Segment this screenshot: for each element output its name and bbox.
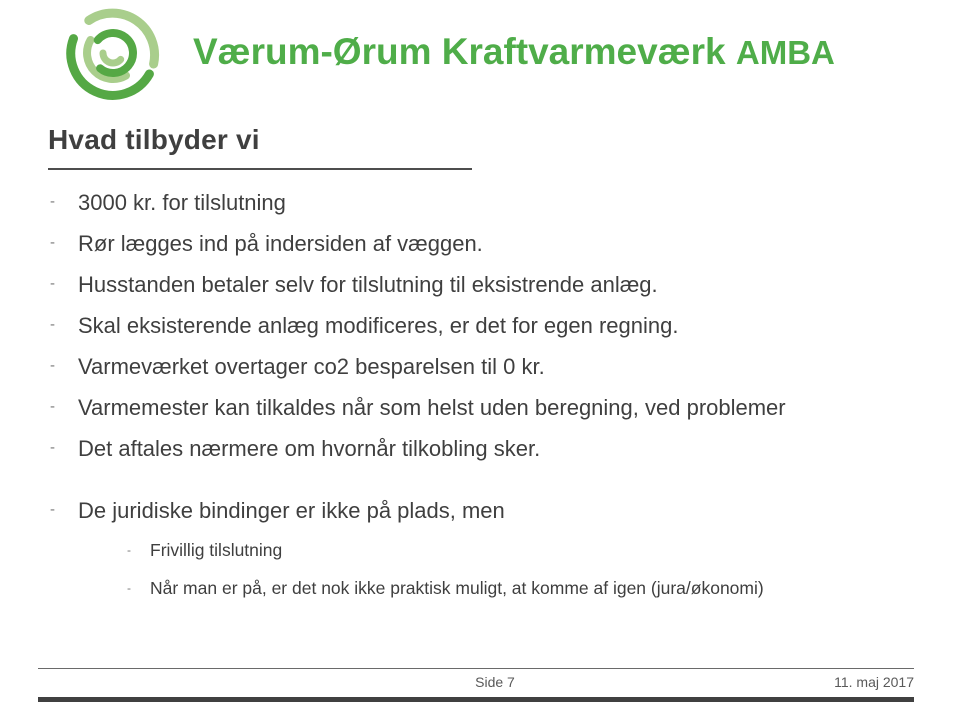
bullet-text: De juridiske bindinger er ikke på plads, men (78, 498, 505, 523)
bullet-item (48, 272, 920, 298)
bullet-text: Varmeværket overtager co2 besparelsen til 0 kr. (78, 354, 545, 379)
logo (45, 2, 925, 102)
dash-bullet-icon: - (50, 501, 55, 518)
bullet-text: Rør lægges ind på indersiden af væggen. (78, 231, 483, 256)
bullet-list (48, 190, 920, 599)
dash-bullet-icon: - (50, 316, 55, 333)
bullet-item (48, 498, 920, 599)
footer-divider (38, 668, 914, 669)
page-number: Side 7 (475, 674, 515, 690)
dash-bullet-icon: - (127, 581, 131, 595)
org-name-suffix: AMBA (735, 34, 835, 71)
bullet-item (48, 190, 920, 216)
bullet-area (48, 190, 920, 615)
sub-bullet-text: Frivillig tilslutning (150, 540, 283, 560)
sub-bullet-item (125, 539, 920, 561)
sub-bullet-text: Når man er på, er det nok ikke praktisk muligt, at komme af igen (jura/økonomi) (150, 578, 764, 598)
dash-bullet-icon: - (50, 193, 55, 210)
spiral-logo-icon (45, 3, 185, 103)
bullet-item (48, 313, 920, 339)
bullet-text: Det aftales nærmere om hvornår tilkobling sker. (78, 436, 541, 461)
bottom-bar (38, 697, 914, 702)
bullet-text: Husstanden betaler selv for tilslutning til eksistrende anlæg. (78, 272, 658, 297)
bullet-text: Skal eksisterende anlæg modificeres, er det for egen regning. (78, 313, 679, 338)
dash-bullet-icon: - (50, 357, 55, 374)
dash-bullet-icon: - (50, 275, 55, 292)
dash-bullet-icon: - (127, 543, 131, 557)
bullet-text: 3000 kr. for tilslutning (78, 190, 286, 215)
bullet-item (48, 231, 920, 257)
sub-bullet-list (125, 539, 920, 599)
title-underline (48, 168, 472, 170)
sub-bullet-item (125, 577, 920, 599)
org-name-main: Værum-Ørum Kraftvarmeværk (193, 31, 726, 72)
slide-date: 11. maj 2017 (834, 674, 914, 690)
dash-bullet-icon: - (50, 398, 55, 415)
bullet-item (48, 436, 920, 462)
page-title: Hvad tilbyder vi (48, 124, 260, 155)
dash-bullet-icon: - (50, 439, 55, 456)
bullet-item (48, 354, 920, 380)
org-name (193, 2, 835, 102)
bullet-item (48, 395, 920, 421)
bullet-text: Varmemester kan tilkaldes når som helst uden beregning, ved problemer (78, 395, 786, 420)
dash-bullet-icon: - (50, 234, 55, 251)
